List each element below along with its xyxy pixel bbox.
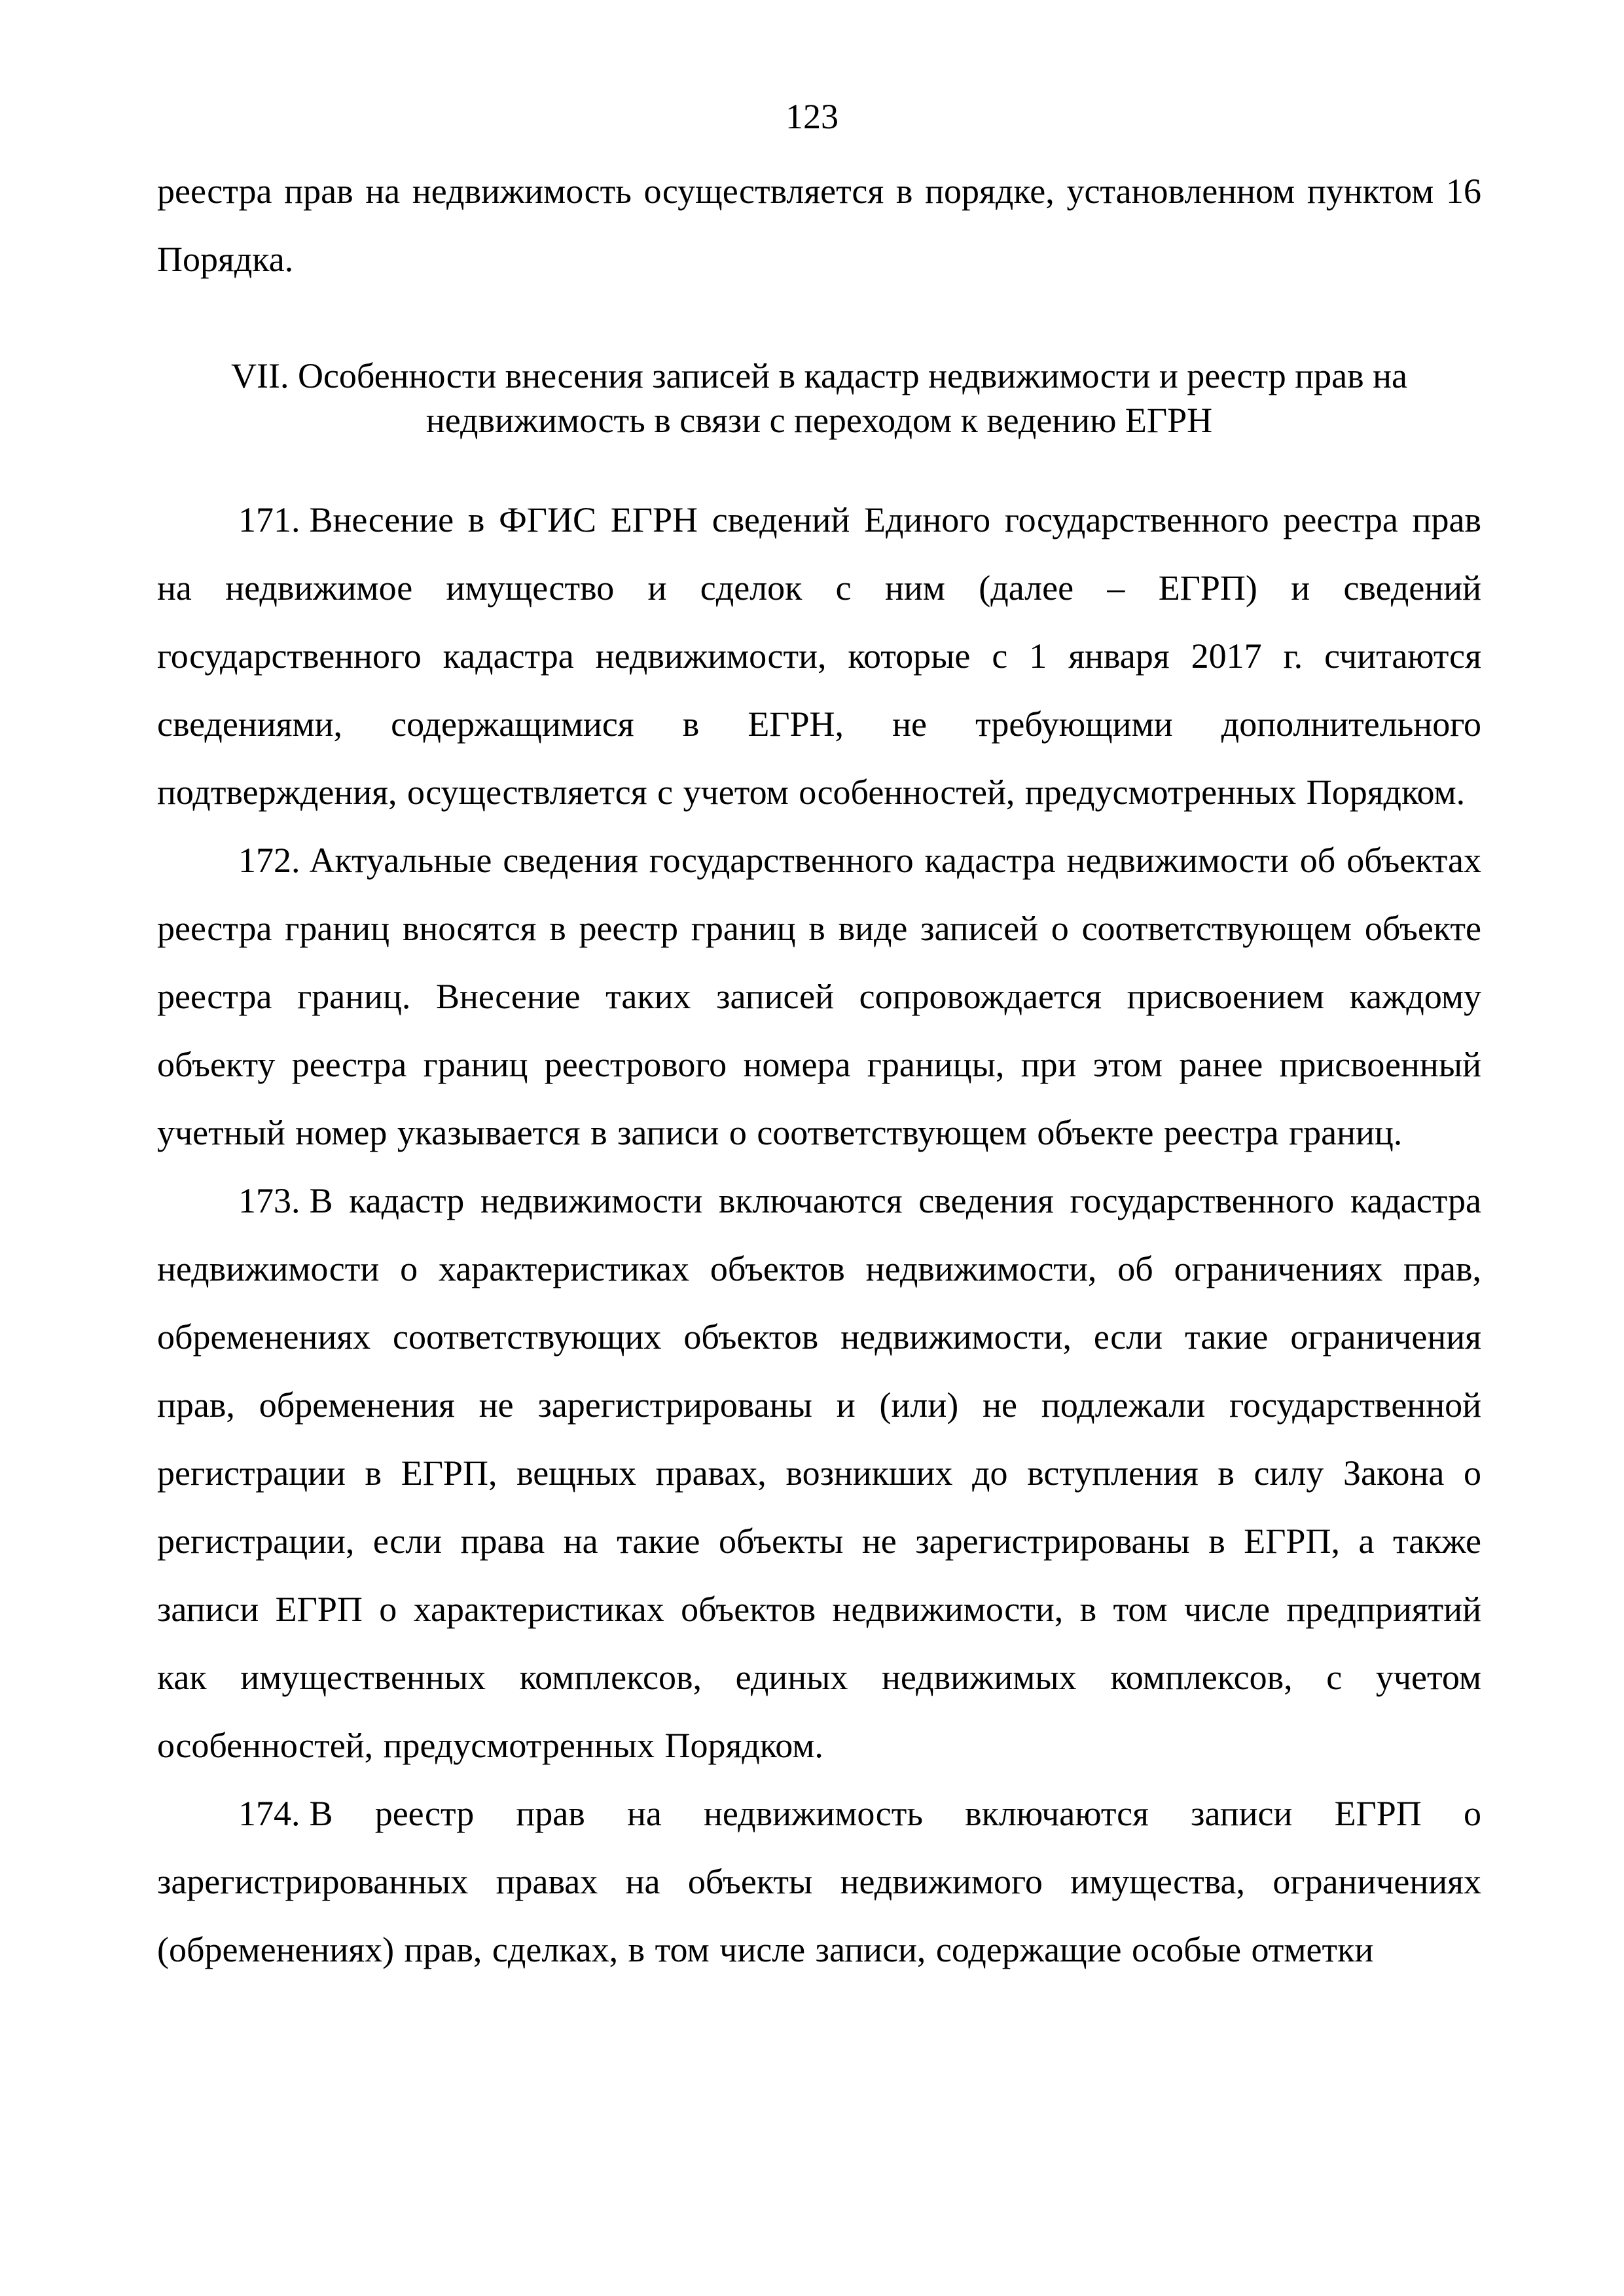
section-heading — [157, 354, 1481, 443]
paragraph-number: 173. — [238, 1181, 300, 1220]
paragraph-text: Актуальные сведения государственного кадастра недвижимости об объектах реестра границ вносятся в реестр границ в виде записей о соответствующем объекте реестра границ. Внесение таких записей сопровождается присвоением каждому объекту реестра границ реестрового номера границы, при этом ранее присвоенный учетный номер указывается в записи о соответствующем объекте реестра границ. — [157, 841, 1481, 1152]
paragraph-number: 172. — [238, 841, 300, 880]
section-heading-line-1: VII. Особенности внесения записей в кадастр недвижимости и реестр прав на — [231, 356, 1407, 395]
paragraph-172 — [157, 826, 1481, 1167]
page-number: 123 — [785, 97, 839, 136]
continuation-paragraph: реестра прав на недвижимость осуществляется в порядке, установленном пунктом 16 Порядка. — [157, 172, 1481, 279]
paragraph-text: В реестр прав на недвижимость включаются записи ЕГРП о зарегистрированных правах на объекты недвижимого имущества, ограничениях (обременениях) прав, сделках, в том числе записи, содержащие особые отметки — [157, 1794, 1481, 1969]
document-body — [157, 157, 1481, 1984]
paragraph-number: 174. — [238, 1794, 300, 1833]
paragraph-171 — [157, 486, 1481, 826]
paragraph-text: Внесение в ФГИС ЕГРН сведений Единого государственного реестра прав на недвижимое имущество и сделок с ним (далее – ЕГРП) и сведений государственного кадастра недвижимости, которые с 1 января 2017 г. считаются сведениями, содержащимися в ЕГРН, не требующими дополнительного подтверждения, осуществляется с учетом особенностей, предусмотренных Порядком. — [157, 500, 1481, 812]
paragraph-number: 171. — [238, 500, 300, 539]
paragraph-173 — [157, 1167, 1481, 1779]
paragraph-174 — [157, 1779, 1481, 1984]
section-heading-line-2: недвижимость в связи с переходом к ведению ЕГРН — [425, 401, 1213, 440]
paragraph-text: В кадастр недвижимости включаются сведения государственного кадастра недвижимости о характеристиках объектов недвижимости, об ограничениях прав, обременениях соответствующих объектов недвижимости, если такие ограничения прав, обременения не зарегистрированы и (или) не подлежали государственной регистрации в ЕГРП, вещных правах, возникших до вступления в силу Закона о регистрации, если права на такие объекты не зарегистрированы в ЕГРП, а также записи ЕГРП о характеристиках объектов недвижимости, в том числе предприятий как имущественных комплексов, единых недвижимых комплексов, с учетом особенностей, предусмотренных Порядком. — [157, 1181, 1481, 1765]
